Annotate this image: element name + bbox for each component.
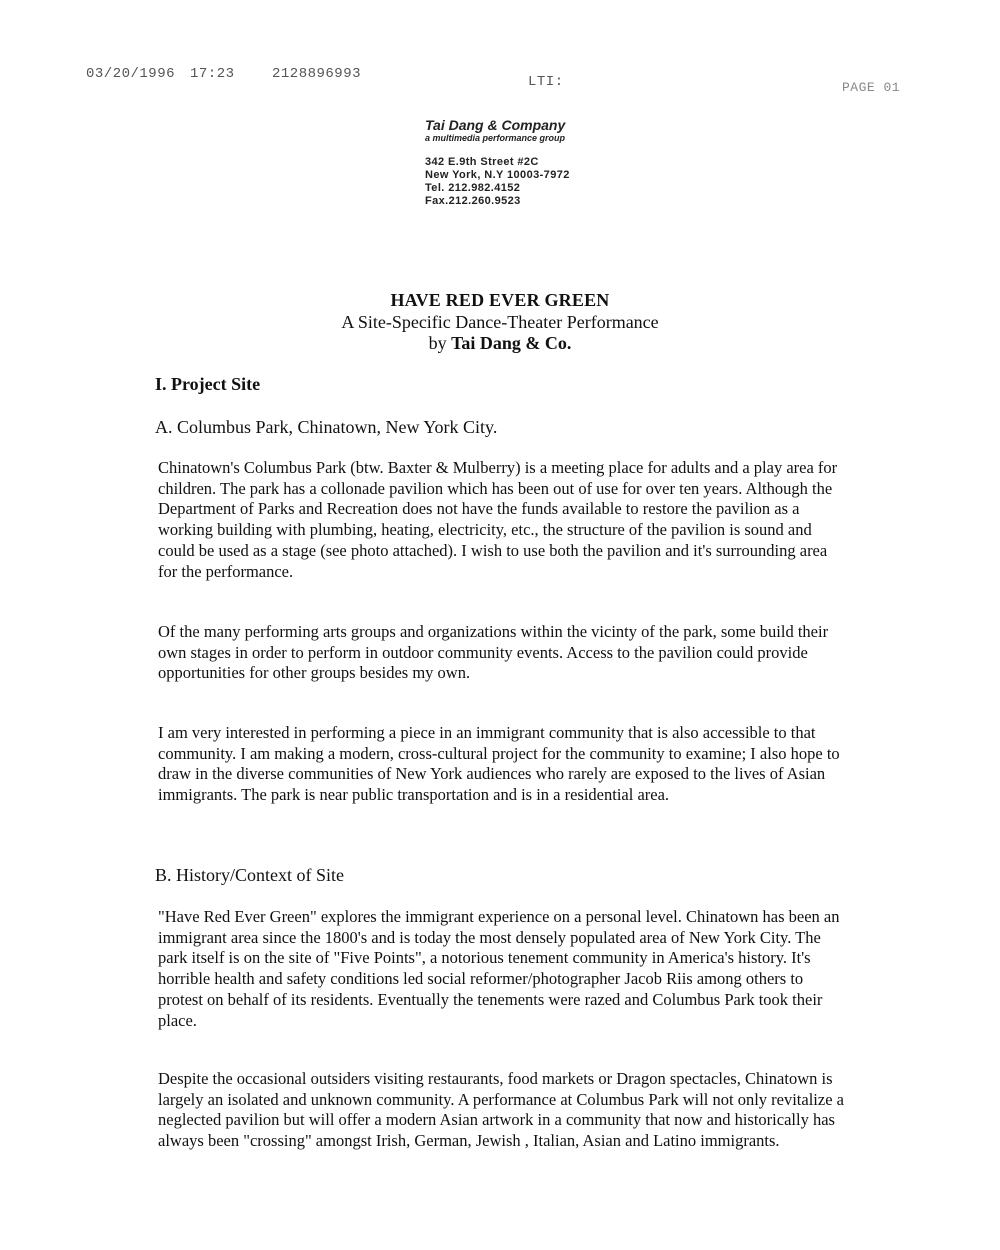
letterhead xyxy=(425,118,570,208)
phone-line: Tel. 212.982.4152 xyxy=(425,182,521,194)
section-heading: I. Project Site xyxy=(155,374,261,394)
document-subtitle: A Site-Specific Dance-Theater Performance xyxy=(341,311,659,332)
fax-phone-number: 2128896993 xyxy=(272,66,362,82)
company-name: Tai Dang & Company xyxy=(425,117,566,133)
paragraph-immigrant-community: I am very interested in performing a piece in an immigrant community that is also accessible to that community. I am making a modern, cross-cultural project for the community to examine; I also hope to draw in the diverse communities of New York audiences who rarely are exposed to the lives of Asian immigrants. The park is near public transportation and is in a residential area. xyxy=(158,723,840,805)
fax-line: Fax.212.260.9523 xyxy=(425,195,521,207)
subsection-heading-b: B. History/Context of Site xyxy=(155,865,344,885)
fax-time: 17:23 xyxy=(190,66,235,82)
document-title: HAVE RED EVER GREEN xyxy=(390,290,610,310)
byline-prefix: by xyxy=(428,333,452,353)
fax-sender-id: LTI: xyxy=(528,74,564,90)
document-title-block xyxy=(0,290,1000,355)
paragraph-history: "Have Red Ever Green" explores the immigrant experience on a personal level. Chinatown has been an immigrant area since the 1800's and is today the most densely populated area of New York City. The park itself is on the site of "Five Points", a notorious tenement community in America's history. It's horrible health and safety conditions led social reformer/photographer Jacob Riis among others to protest on behalf of its residents. Eventually the tenements were razed and Columbus Park took their place. xyxy=(158,907,840,1030)
address-line: 342 E.9th Street #2C xyxy=(425,156,539,168)
paragraph-performing-groups: Of the many performing arts groups and organizations within the vicinty of the park, some build their own stages in order to perform in outdoor community events. Access to the pavilion could provide opportunities for other groups besides my own. xyxy=(158,622,829,683)
paragraph-outsiders: Despite the occasional outsiders visiting restaurants, food markets or Dragon spectacles, Chinatown is largely an isolated and unknown community. A performance at Columbus Park will not only revitalize a neglected pavilion but will offer a modern Asian artwork in a community that now and historically has always been "crossing" amongst Irish, German, Jewish , Italian, Asian and Latino immigrants. xyxy=(158,1069,844,1151)
subsection-heading-a: A. Columbus Park, Chinatown, New York City. xyxy=(155,417,498,437)
fax-date: 03/20/1996 xyxy=(86,66,176,82)
company-address xyxy=(425,156,570,208)
address-line: New York, N.Y 10003-7972 xyxy=(425,169,570,181)
company-tagline: a multimedia performance group xyxy=(425,133,566,143)
paragraph-park-description: Chinatown's Columbus Park (btw. Baxter & Mulberry) is a meeting place for adults and a play area for children. The park has a collonade pavilion which has been out of use for over ten years. Although the Department of Parks and Recreation does not have the funds available to restore the pavilion as a working building with plumbing, heating, electricity, etc., the structure of the pavilion is sound and could be used as a stage (see photo attached). I wish to use both the pavilion and it's surrounding area for the performance. xyxy=(158,458,838,581)
document-byline xyxy=(0,333,1000,355)
fax-page-number: PAGE 01 xyxy=(842,80,901,95)
byline-company: Tai Dang & Co. xyxy=(451,333,572,353)
